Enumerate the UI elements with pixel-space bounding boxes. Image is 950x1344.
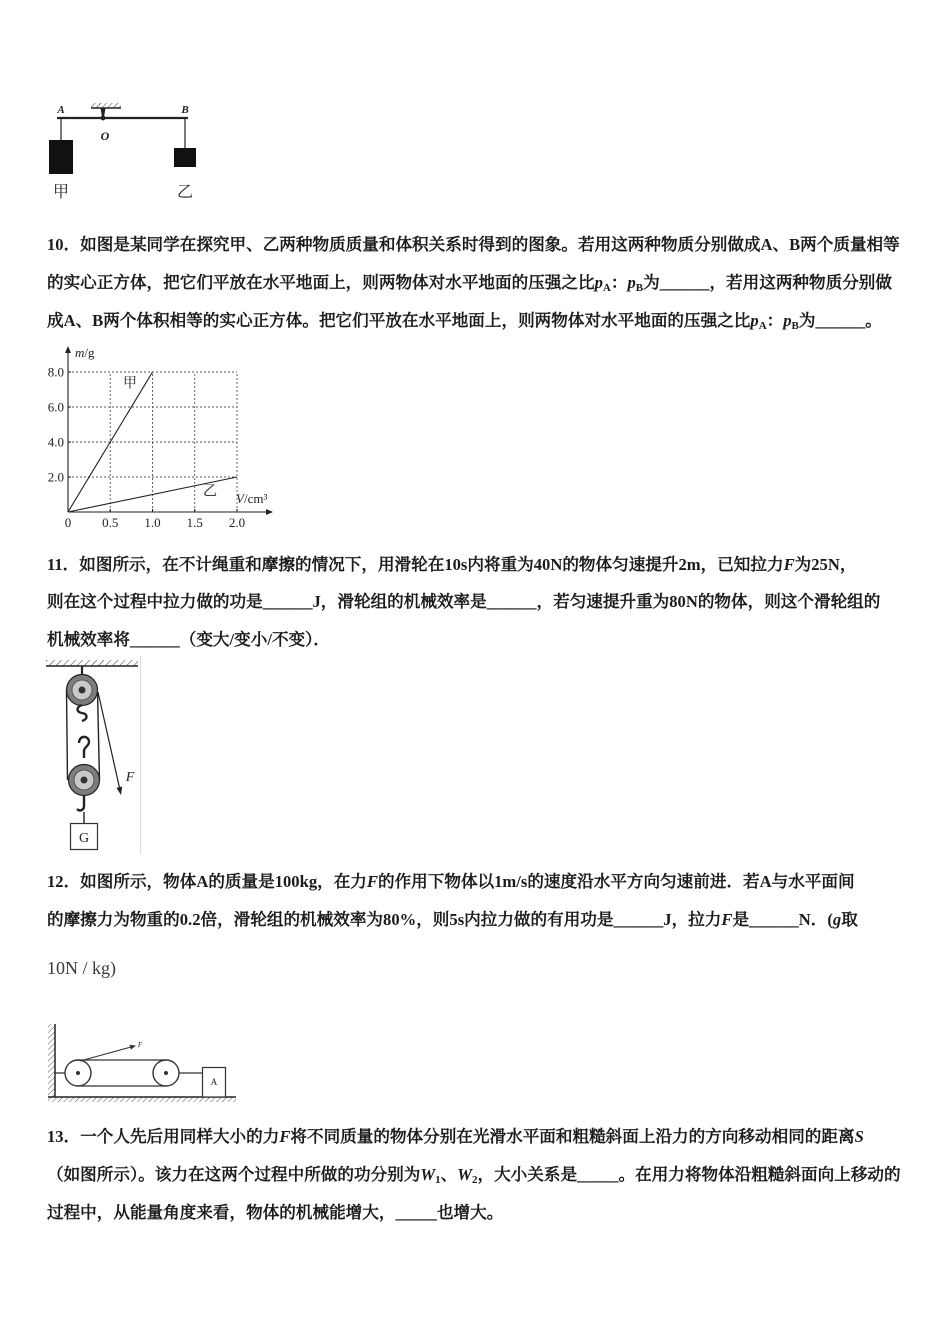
pressure-symbol: p xyxy=(750,311,759,330)
x-axis-unit: /cm³ xyxy=(243,491,268,506)
force-symbol: F xyxy=(366,872,378,891)
q10-blank-text: 为______。 xyxy=(798,311,882,330)
y-axis-unit: /g xyxy=(84,345,95,360)
q13-text: 将不同质量的物体分别在光滑水平面和粗糙斜面上沿力的方向移动相同的距离 xyxy=(290,1127,855,1146)
pressure-symbol: p xyxy=(627,273,636,292)
horizontal-pulley-figure xyxy=(44,1018,240,1106)
rope-left xyxy=(67,690,68,780)
q12-line-2 xyxy=(47,909,858,931)
force-symbol: F xyxy=(279,1127,291,1146)
lever-figure xyxy=(40,96,210,202)
force-symbol: F xyxy=(721,910,733,929)
q11-line-3: 机械效率将______（变大/变小/不变）． xyxy=(47,630,331,649)
q12-text: 取 xyxy=(841,910,858,929)
ceiling-hatch xyxy=(46,660,138,666)
y-tick-label: 8.0 xyxy=(47,364,64,380)
subscript-a: A xyxy=(602,282,611,294)
rope-right xyxy=(98,692,100,780)
label-yi: 乙 xyxy=(176,184,194,201)
ratio-colon: ： xyxy=(610,273,628,292)
subscript-b: B xyxy=(791,320,799,332)
gravity-symbol: g xyxy=(832,910,842,929)
pull-force-line xyxy=(80,1047,131,1061)
block-yi xyxy=(174,148,196,167)
subscript-b: B xyxy=(635,282,644,294)
upper-hook xyxy=(79,737,89,758)
q10-line-1: 10．如图是某同学在探究甲、乙两种物质质量和体积关系时得到的图象。若用这两种物质分别做成A、B两个质量相等 xyxy=(47,235,900,254)
q12-text: 12．如图所示，物体A的质量是100kg，在力 xyxy=(47,872,367,891)
series-label-2: 乙 xyxy=(202,484,217,500)
x-axis-symbol: V xyxy=(236,491,244,506)
work-symbol: W xyxy=(420,1165,436,1184)
work-symbol: W xyxy=(457,1165,472,1184)
pressure-symbol: p xyxy=(594,273,603,292)
y-tick-label: 6.0 xyxy=(47,399,64,415)
x-axis-title xyxy=(236,491,267,506)
q12-line-1 xyxy=(47,871,855,893)
point-b-label: B xyxy=(181,104,189,116)
label-jia: 甲 xyxy=(52,184,70,201)
q10-line-3 xyxy=(47,310,882,332)
block-jia xyxy=(49,140,73,174)
q12-text: 的作用下物体以1m/s的速度沿水平方向匀速前进．若A与水平面间 xyxy=(377,872,855,891)
x-tick-label: 0.5 xyxy=(102,515,119,530)
pull-force-line xyxy=(98,692,120,790)
lower-hook xyxy=(77,796,84,810)
q13-line-1 xyxy=(47,1126,864,1148)
y-tick-label: 2.0 xyxy=(47,469,64,485)
q11-line-2: 则在这个过程中拉力做的功是______J，滑轮组的机械效率是______，若匀速提升重为80N的物体，则这个滑轮组的 xyxy=(47,592,881,611)
right-pulley xyxy=(153,1060,179,1086)
pulley-figure xyxy=(42,656,144,854)
q10-text: 成A、B两个体积相等的实心正方体。把它们平放在水平地面上，则两物体对水平地面的压强之比 xyxy=(47,311,751,330)
movable-pulley xyxy=(69,765,100,796)
y-tick-label: 4.0 xyxy=(47,434,64,450)
fixed-pulley xyxy=(67,675,98,706)
force-label: F xyxy=(125,770,135,785)
q12-line-3: 10N / kg) xyxy=(47,958,116,978)
fulcrum-point xyxy=(101,116,106,121)
q10-blank-text: 为______，若用这两种物质分别做 xyxy=(643,273,892,292)
q12-text: 的摩擦力为物重的0.2倍，滑轮组的机械效率为80%，则5s内拉力做的有用功是______J，拉力 xyxy=(47,910,722,929)
q11-text: 为25N， xyxy=(794,555,857,574)
x-tick-label: 0 xyxy=(64,515,72,530)
force-label: F xyxy=(137,1041,143,1049)
q11-text: 11．如图所示，在不计绳重和摩擦的情况下，用滑轮在10s内将重为40N的物体匀速提升2m，已知拉力 xyxy=(47,555,784,574)
y-axis-symbol: m xyxy=(75,345,85,360)
separator: 、 xyxy=(440,1165,458,1184)
q13-text: （如图所示）。该力在这两个过程中所做的功分别为 xyxy=(47,1165,421,1184)
x-tick-label: 2.0 xyxy=(228,515,246,530)
subscript-1: 1 xyxy=(435,1174,441,1186)
q13-text: 13．一个人先后用同样大小的力 xyxy=(47,1127,280,1146)
block-a-label: A xyxy=(210,1077,218,1087)
distance-symbol: S xyxy=(854,1127,864,1146)
point-a-label: A xyxy=(57,104,65,116)
pull-force-arrowhead xyxy=(116,787,122,796)
x-tick-label: 1.5 xyxy=(186,515,203,530)
s-hook xyxy=(78,705,87,721)
q13-line-2 xyxy=(47,1164,901,1186)
left-pulley xyxy=(65,1060,91,1086)
x-axis-arrow xyxy=(266,509,273,515)
q10-text: 的实心正方体，把它们平放在水平地面上，则两物体对水平地面的压强之比 xyxy=(47,273,595,292)
pull-force-arrowhead xyxy=(130,1045,137,1050)
q13-text: ，大小关系是_____。在用力将物体沿粗糙斜面向上移动的 xyxy=(477,1165,901,1184)
mass-volume-chart xyxy=(40,340,285,535)
wall-hatch xyxy=(48,1024,55,1097)
series-label-1: 甲 xyxy=(122,376,137,392)
q11-line-1 xyxy=(47,554,856,576)
y-axis-arrow xyxy=(65,346,71,353)
q12-text: 是______N．( xyxy=(732,910,833,929)
q10-line-2 xyxy=(47,272,892,294)
ratio-colon: ： xyxy=(766,311,784,330)
subscript-2: 2 xyxy=(471,1174,478,1186)
force-symbol: F xyxy=(783,555,795,574)
subscript-a: A xyxy=(758,320,767,332)
q13-line-3: 过程中，从能量角度来看，物体的机械能增大，_____也增大。 xyxy=(47,1203,504,1222)
point-o-label: O xyxy=(100,129,110,143)
y-axis-title xyxy=(75,345,95,360)
weight-label: G xyxy=(78,831,90,846)
x-tick-label: 1.0 xyxy=(144,515,161,530)
pressure-symbol: p xyxy=(783,311,792,330)
